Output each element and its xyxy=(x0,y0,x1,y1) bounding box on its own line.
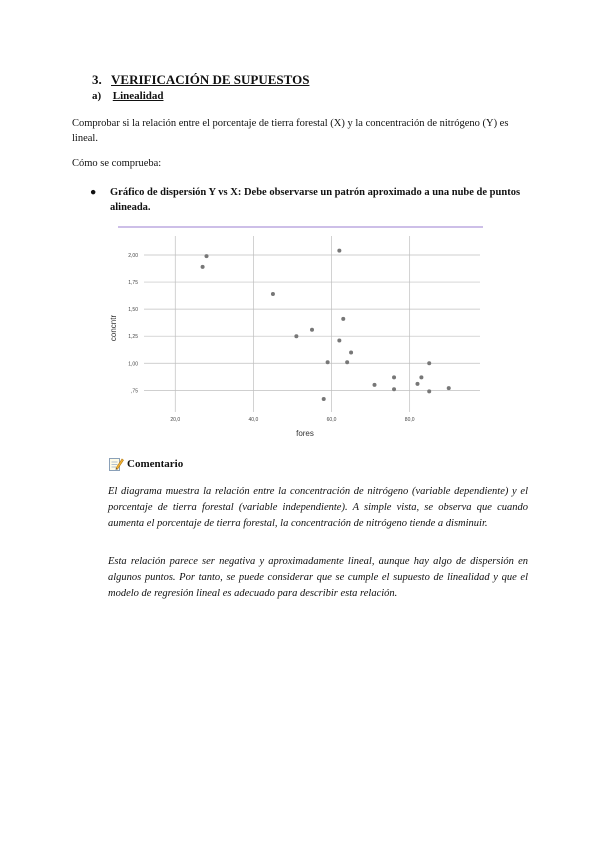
scatter-point xyxy=(427,389,431,393)
memo-pencil-icon xyxy=(108,456,124,472)
bullet-text: Gráfico de dispersión Y vs X: Debe observarse un patrón aproximado a una nube de puntos alineada. xyxy=(110,187,521,213)
y-tick-label: 1,00 xyxy=(128,361,138,368)
scatter-point xyxy=(419,375,423,379)
scatter-point xyxy=(392,387,396,391)
scatter-point xyxy=(310,328,314,332)
y-tick-label: 1,25 xyxy=(128,334,138,341)
subsection-number: a) xyxy=(92,90,102,102)
y-tick-label: 2,00 xyxy=(128,252,138,259)
intro-paragraph: Comprobar si la relación entre el porcentaje de tierra forestal (X) y la concentración de nitrógeno (Y) es lineal. xyxy=(72,118,509,144)
scatter-point xyxy=(201,265,205,269)
section-title: VERIFICACIÓN DE SUPUESTOS xyxy=(111,72,310,87)
section-heading xyxy=(92,72,309,88)
y-tick-label: 1,75 xyxy=(128,280,138,287)
subsection-heading xyxy=(92,90,164,102)
scatter-point xyxy=(322,397,326,401)
comment-heading-text: Comentario xyxy=(127,458,184,470)
scatter-point xyxy=(373,383,377,387)
subsection-title: Linealidad xyxy=(112,90,164,102)
comment-paragraph-1: El diagrama muestra la relación entre la concentración de nitrógeno (variable dependiente) y el porcentaje de tierra forestal (variable independiente). A simple vista, se observa que cuando aumenta el porcentaje de tierra forestal, la concentración de nitrógeno tiende a disminuir. xyxy=(108,486,528,529)
scatter-point xyxy=(294,334,298,338)
scatter-point xyxy=(415,382,419,386)
scatter-point xyxy=(345,360,349,364)
scatter-point xyxy=(205,254,209,258)
comment-paragraph-2: Esta relación parece ser negativa y aproximadamente lineal, aunque hay algo de dispersión en algunos puntos. Por tanto, se puede considerar que se cumple el supuesto de linealidad y que el modelo de regresión lineal es adecuado para describir esta relación. xyxy=(108,556,528,599)
scatter-point xyxy=(392,375,396,379)
scatter-point xyxy=(349,350,353,354)
section-number: 3. xyxy=(92,72,102,87)
y-tick-label: 1,50 xyxy=(128,307,138,314)
scatter-point xyxy=(337,249,341,253)
x-tick-label: 20,0 xyxy=(170,417,181,423)
x-axis-label: fores xyxy=(296,429,314,438)
y-tick-label: ,75 xyxy=(131,388,138,395)
x-tick-label: 60,0 xyxy=(326,417,337,423)
method-paragraph: Cómo se comprueba: xyxy=(72,158,162,169)
scatter-chart xyxy=(108,224,488,444)
scatter-point xyxy=(341,317,345,321)
x-tick-label: 40,0 xyxy=(248,417,259,423)
comment-heading xyxy=(108,456,183,472)
scatter-point xyxy=(326,360,330,364)
scatter-point xyxy=(271,292,275,296)
scatter-point xyxy=(447,386,451,390)
x-tick-label: 80,0 xyxy=(404,417,415,423)
y-axis-label: concntr xyxy=(109,314,118,342)
scatter-point xyxy=(337,339,341,343)
bullet-symbol: ● xyxy=(90,187,97,198)
scatter-point xyxy=(427,361,431,365)
